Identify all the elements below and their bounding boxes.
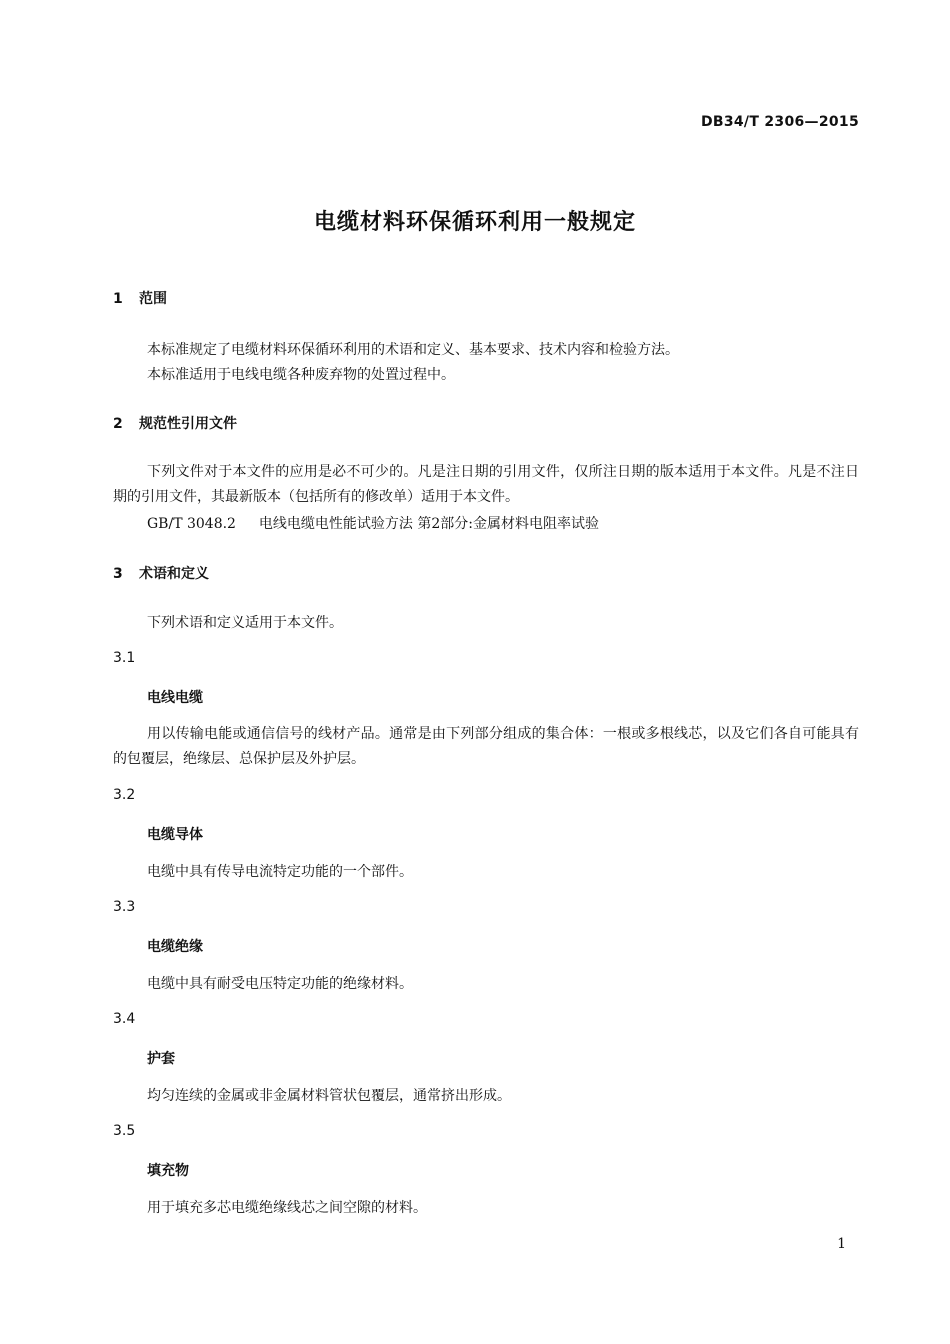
term-definition: 均匀连续的金属或非金属材料管状包覆层，通常挤出形成。 [147,1088,511,1104]
term-title: 电线电缆 [147,690,203,706]
term-definition: 用以传输电能或通信信号的线材产品。通常是由下列部分组成的集合体：一根或多根线芯，以及它们各自可能具有的包覆层，绝缘层、总保护层及外护层。 [113,726,859,767]
normative-reference [147,513,599,533]
term-number: 3.3 [113,899,136,915]
term-definition: 用于填充多芯电缆绝缘线芯之间空隙的材料。 [147,1200,427,1216]
term-title: 护套 [147,1051,175,1067]
reference-title: 电线电缆电性能试验方法 第2部分:金属材料电阻率试验 [258,516,599,532]
section-3-heading [113,563,209,583]
section-1-paragraph-2: 本标准适用于电线电缆各种废弃物的处置过程中。 [147,367,455,383]
term-title: 电缆导体 [147,827,203,843]
term-title: 电缆绝缘 [147,939,203,955]
term-definition: 电缆中具有耐受电压特定功能的绝缘材料。 [147,976,413,992]
section-2-paragraph: 下列文件对于本文件的应用是必不可少的。凡是注日期的引用文件，仅所注日期的版本适用于本文件。凡是不注日期的引用文件，其最新版本（包括所有的修改单）适用于本文件。 [113,464,859,505]
term-number: 3.2 [113,787,136,803]
term-title: 填充物 [147,1163,189,1179]
term-number: 3.5 [113,1123,136,1139]
reference-code: GB/T 3048.2 [147,516,236,532]
section-2-heading [113,413,237,433]
section-title: 规范性引用文件 [139,416,237,432]
section-1-paragraph-1: 本标准规定了电缆材料环保循环利用的术语和定义、基本要求、技术内容和检验方法。 [147,342,679,358]
standard-number: DB34/T 2306—2015 [700,114,859,130]
section-3-intro: 下列术语和定义适用于本文件。 [147,615,343,631]
term-definition: 电缆中具有传导电流特定功能的一个部件。 [147,864,413,880]
section-number: 2 [113,416,123,432]
section-number: 3 [113,566,123,582]
document-title: 电缆材料环保循环利用一般规定 [313,210,636,235]
term-number: 3.1 [113,650,136,666]
section-title: 术语和定义 [139,566,209,582]
section-1-heading [113,288,167,308]
section-number: 1 [113,291,123,307]
term-number: 3.4 [113,1011,136,1027]
section-title: 范围 [139,291,167,307]
page-number: 1 [837,1236,846,1252]
